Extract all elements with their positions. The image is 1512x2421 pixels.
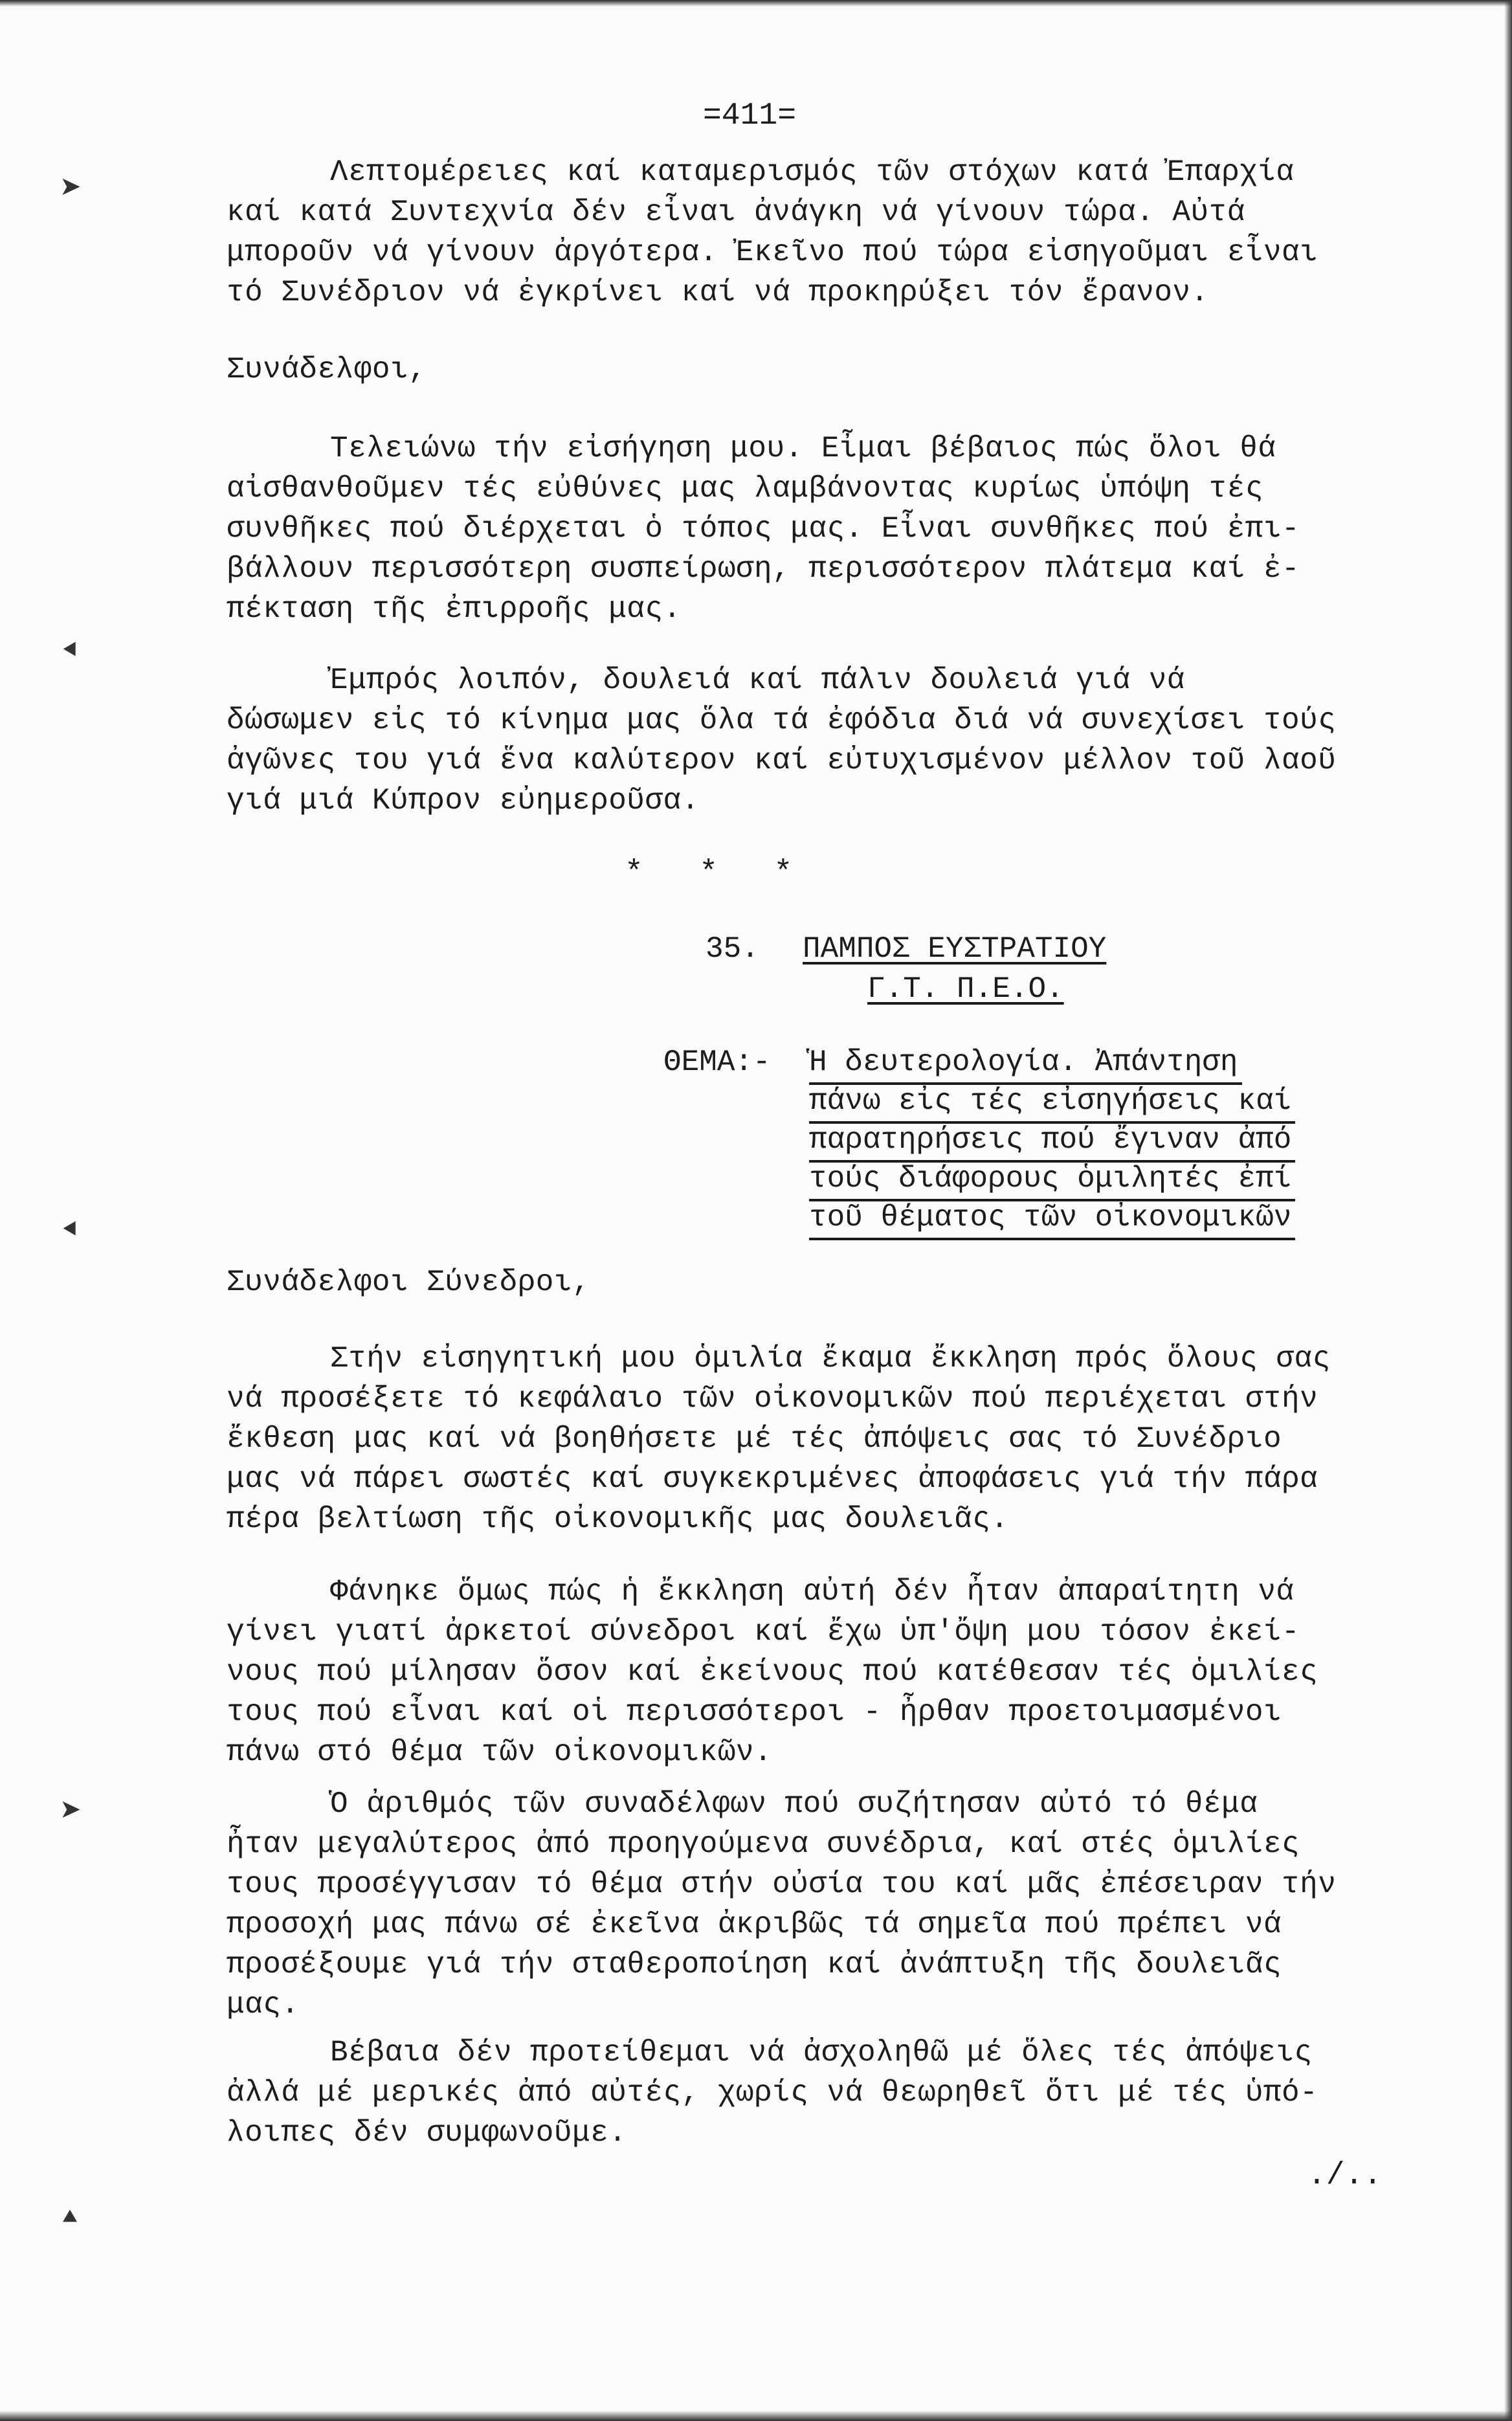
margin-tick-mark: ➤	[60, 1794, 82, 1824]
margin-tick-mark: ➤	[60, 172, 82, 201]
theme-line: πάνω εἰς τές εἰσηγήσεις καί	[809, 1081, 1295, 1124]
text-line: πέκταση τῆς ἐπιρροῆς μας.	[227, 592, 682, 626]
text-line: ἀλλά μέ μερικές ἀπό αὐτές, χωρίς νά θεωρηθεῖ ὅτι μέ τές ὑπό-	[227, 2076, 1318, 2110]
scan-edge-top	[0, 0, 1512, 6]
salutation: Συνάδελφοι Σύνεδροι,	[227, 1266, 591, 1299]
theme-label: ΘΕΜΑ:-	[663, 1045, 771, 1079]
text-line: Φάνηκε ὅμως πώς ἡ ἔκκληση αὐτή δέν ἦταν ἀπαραίτητη νά	[330, 1575, 1295, 1609]
continuation-mark: ./..	[1307, 2158, 1383, 2193]
text-line: προσοχή μας πάνω σέ ἐκεῖνα ἀκριβῶς τά σημεῖα πού πρέπει νά	[227, 1908, 1282, 1941]
text-line: ἔκθεση μας καί νά βοηθήσετε μέ τές ἀπόψεις σας τό Συνέδριο	[227, 1422, 1282, 1456]
text-line: νά προσέξετε τό κεφάλαιο τῶν οἰκονομικῶν πού περιέχεται στήν	[227, 1382, 1318, 1416]
page-number: =411=	[703, 98, 797, 133]
text-line: λοιπες δέν συμφωνοῦμε.	[227, 2116, 627, 2150]
text-line: ἀγῶνες του γιά ἕνα καλύτερον καί εὐτυχισμένον μέλλον τοῦ λαοῦ	[227, 744, 1337, 777]
text-line: γίνει γιατί ἀρκετοί σύνεδροι καί ἔχω ὑπ'ὄψη μου τόσον ἐκεί-	[227, 1615, 1300, 1649]
text-line: Βέβαια δέν προτείθεμαι νά ἀσχοληθῶ μέ ὅλες τές ἀπόψεις	[330, 2036, 1313, 2070]
text-line: Ἐμπρός λοιπόν, δουλειά καί πάλιν δουλειά γιά νά	[330, 664, 1185, 697]
text-line: μας.	[227, 1988, 300, 2022]
text-line: μας νά πάρει σωστές καί συγκεκριμένες ἀποφάσεις γιά τήν πάρα	[227, 1462, 1318, 1496]
text-line: συνθῆκες πού διέρχεται ὁ τόπος μας. Εἶναι συνθῆκες πού ἐπι-	[227, 512, 1300, 546]
speaker-name: ΠΑΜΠΟΣ ΕΥΣΤΡΑΤΙΟΥ	[803, 932, 1107, 966]
theme-line: τοῦ θέματος τῶν οἰκονομικῶν	[809, 1198, 1295, 1240]
text-line: πάνω στό θέμα τῶν οἰκονομικῶν.	[227, 1735, 773, 1769]
text-line: ἦταν μεγαλύτερος ἀπό προηγούμενα συνέδρια, καί στές ὁμιλίες	[227, 1827, 1300, 1861]
speaker-organization: Γ.Τ. Π.Ε.Ο.	[867, 972, 1064, 1006]
text-line: βάλλουν περισσότερη συσπείρωση, περισσότερον πλάτεμα καί ἐ-	[227, 552, 1300, 586]
margin-tick-mark: ⯅	[60, 2202, 80, 2232]
text-line: Στήν εἰσηγητική μου ὁμιλία ἔκαμα ἔκκληση πρός ὅλους σας	[330, 1342, 1331, 1376]
section-separator: * * *	[625, 856, 793, 891]
text-line: μποροῦν νά γίνουν ἀργότερα. Ἐκεῖνο πού τώρα εἰσηγοῦμαι εἶναι	[227, 236, 1318, 269]
margin-tick-mark: ⯇	[60, 636, 80, 665]
text-line: Ὁ ἀριθμός τῶν συναδέλφων πού συζήτησαν αὐτό τό θέμα	[330, 1787, 1258, 1821]
text-line: νους πού μίλησαν ὅσον καί ἐκείνους πού κατέθεσαν τές ὁμιλίες	[227, 1655, 1318, 1689]
text-line: Λεπτομέρειες καί καταμερισμός τῶν στόχων κατά Ἐπαρχία	[330, 155, 1295, 189]
text-line: γιά μιά Κύπρον εὐημεροῦσα.	[227, 784, 700, 818]
text-line: τους πού εἶναι καί οἱ περισσότεροι - ἦρθαν προετοιμασμένοι	[227, 1695, 1282, 1729]
scan-edge-right	[1504, 0, 1512, 2421]
salutation: Συνάδελφοι,	[227, 353, 427, 386]
text-line: πέρα βελτίωση τῆς οἰκονομικῆς μας δουλειᾶς.	[227, 1502, 1009, 1536]
text-line: Τελειώνω τήν εἰσήγηση μου. Εἶμαι βέβαιος πώς ὅλοι θά	[330, 432, 1276, 465]
speaker-number: 35.	[706, 932, 759, 966]
text-line: δώσωμεν εἰς τό κίνημα μας ὅλα τά ἐφόδια διά νά συνεχίσει τούς	[227, 704, 1337, 737]
theme-line: τούς διάφορους ὁμιλητές ἐπί	[809, 1159, 1295, 1201]
text-line: τους προσέγγισαν τό θέμα στήν οὐσία του καί μᾶς ἐπέσειραν τήν	[227, 1868, 1337, 1901]
theme-line: Ἡ δευτερολογία. Ἀπάντηση	[809, 1042, 1242, 1085]
margin-tick-mark: ⯇	[60, 1215, 80, 1245]
theme-line: παρατηρήσεις πού ἔγιναν ἀπό	[809, 1120, 1295, 1163]
text-line: καί κατά Συντεχνία δέν εἶναι ἀνάγκη νά γίνουν τώρα. Αὐτά	[227, 195, 1245, 229]
text-line: προσέξουμε γιά τήν σταθεροποίηση καί ἀνάπτυξη τῆς δουλειᾶς	[227, 1948, 1282, 1981]
scan-edge-bottom	[0, 2411, 1512, 2421]
text-line: αἰσθανθοῦμεν τές εὐθύνες μας λαμβάνοντας κυρίως ὑπόψη τές	[227, 472, 1263, 506]
text-line: τό Συνέδριον νά ἐγκρίνει καί νά προκηρύξει τόν ἔρανον.	[227, 276, 1209, 309]
